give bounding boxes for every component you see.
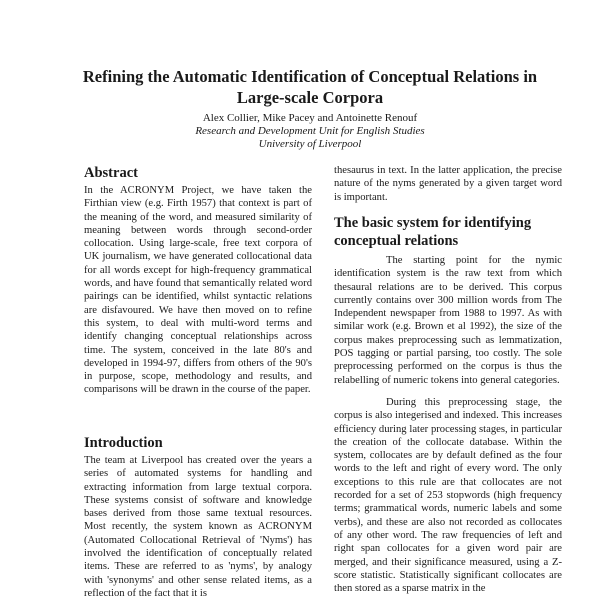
- title-line: Refining the Automatic Identification of Conceptual Relations in: [82, 67, 538, 86]
- abstract-text: In the ACRONYM Project, we have taken the Firthian view (e.g. Firth 1957) that context is part of the meaning of the word, and measured similarity of meaning between words through second-order collocation. Using large-scale, free text corpora of UK journalism, we have generated collocational data for all words except for high-frequency grammatical words, and have found that semantically related word pairings can be identified, whilst syntactic relations are disfavoured. We have then moved on to refine this system, to deal with multi-word terms and identify changing conceptual relationships across time. The system, conceived in the late 80's and developed in 1994-97, differs from others of the 90's in purpose, scope, methodology and results, and comparisons will be drawn in the course of the paper.: [84, 185, 312, 396]
- affiliation-line: Research and Development Unit for English Studies: [195, 125, 425, 137]
- author-names: Alex Collier, Mike Pacey and Antoinette Renouf: [202, 112, 418, 124]
- basic-system-para-1: The starting point for the nymic identification system is the raw text from which thesaural relations are to be derived. This corpus currently contains over 300 million words from The Independent newspaper from 1988 to 1997. As with similar work (e.g. Brown et al 1992), the size of the corpus makes preprocessing such as lemmatization, POS tagging or partial parsing, too costly. The sole preprocessing performed on the corpus is thus the relabelling of numeric tokens into general categories.: [334, 255, 562, 386]
- heading-line: conceptual relations: [334, 233, 459, 249]
- introduction-text: The team at Liverpool has created over the years a series of automated systems for handling and extracting information from large textual corpora. These systems consist of software and knowledge bases derived from those same textual resources. Most recently, the system known as ACRONYM (Automated Collocational Retrieval of 'Nyms') has involved the identification of conceptually related items. These are referred to as 'nyms', by analogy with 'synonyms' and other sense related items, as a reflection of the fact that it is: [84, 455, 312, 599]
- abstract-heading: Abstract: [84, 165, 138, 181]
- paper-title: [60, 66, 560, 108]
- author-block: [100, 112, 520, 151]
- continued-text: thesaurus in text. In the latter application, the precise nature of the nyms generated by a given target word is important.: [334, 165, 562, 203]
- title-line: Large-scale Corpora: [236, 88, 384, 107]
- affiliation-line: University of Liverpool: [258, 138, 362, 150]
- heading-line: The basic system for identifying: [334, 215, 532, 231]
- basic-system-para-2: During this preprocessing stage, the corpus is also integerised and indexed. This increases efficiency during later processing stages, in particular the creation of the collocate database. Within the system, collocates are by default defined as the four words to the left and right of every word. The only exceptions to this rule are that collocates are not recorded for a set of 253 stopwords (high frequency terms; grammatical words, numeric labels and some verbs), and these are also not recorded as collocates of any other word. The raw frequencies of left and right span collocates for a given word pair are merged, and their significance measured, using a Z-score statistic. Statistically significant collocates are then stored as a sparse matrix in the: [334, 397, 562, 595]
- basic-system-heading: [334, 214, 562, 250]
- introduction-heading: Introduction: [84, 435, 163, 451]
